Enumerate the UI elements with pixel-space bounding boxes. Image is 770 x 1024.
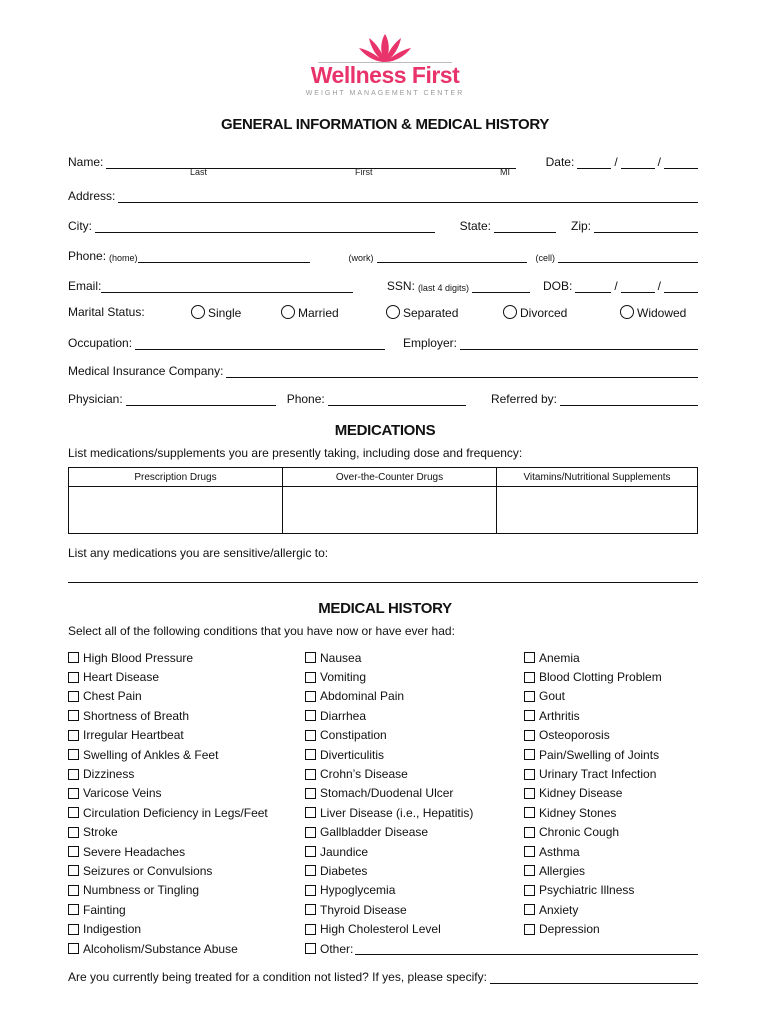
checkbox[interactable] [305,652,316,663]
condition-label: Alcoholism/Substance Abuse [83,941,238,956]
dob-month-field[interactable] [575,279,611,293]
checkbox[interactable] [305,865,316,876]
medications-table [68,467,698,534]
checkbox[interactable] [68,846,79,857]
medications-heading: MEDICATIONS [334,422,436,439]
lotus-flower-icon [355,32,415,64]
condition-label: Liver Disease (i.e., Hepatitis) [320,805,474,820]
condition-depression[interactable] [524,919,662,938]
insurance-field[interactable] [226,364,698,378]
condition-label: Gout [539,689,566,704]
condition-osteoporosis[interactable] [524,726,662,745]
checkbox[interactable] [524,749,535,760]
checkbox[interactable] [524,865,535,876]
condition-seizures-or-convulsions[interactable] [68,861,268,880]
condition-circulation-deficiency-in-legs-feet[interactable] [68,803,268,822]
phone-work-field[interactable] [377,249,527,263]
condition-label: Indigestion [83,922,142,937]
checkbox[interactable] [68,710,79,721]
checkbox[interactable] [524,788,535,799]
final-question: Are you currently being treated for a condition not listed? If yes, please specify: [68,970,487,984]
date-day-field[interactable] [621,155,655,169]
radio-widowed[interactable] [620,305,634,319]
condition-anemia[interactable] [524,648,662,667]
condition-label: Chest Pain [83,689,142,704]
phone-home-field[interactable] [138,249,310,263]
zip-field[interactable] [594,219,698,233]
condition-label: Thyroid Disease [320,902,407,917]
phone-label: Phone: [68,249,107,263]
checkbox[interactable] [68,943,79,954]
condition-label: Diarrhea [320,708,367,723]
condition-label: Shortness of Breath [83,708,190,723]
condition-allergies[interactable] [524,861,662,880]
checkbox[interactable] [305,788,316,799]
checkbox[interactable] [524,807,535,818]
other-row [305,939,698,958]
prescription-cell[interactable] [69,487,283,534]
checkbox[interactable] [305,672,316,683]
checkbox[interactable] [68,807,79,818]
medical-history-heading: MEDICAL HISTORY [318,600,452,617]
checkbox[interactable] [524,924,535,935]
condition-jaundice[interactable] [305,842,473,861]
condition-abdominal-pain[interactable] [305,687,473,706]
condition-diarrhea[interactable] [305,706,473,725]
marital-option-separated[interactable]: Separated [386,305,458,320]
checkbox[interactable] [524,672,535,683]
ssn-field[interactable] [472,279,530,293]
medications-instruction: List medications/supplements you are presently taking, including dose and frequency: [68,446,523,460]
other-label: Other: [320,941,354,956]
checkbox[interactable] [305,827,316,838]
insurance-row [68,362,698,378]
checkbox[interactable] [68,672,79,683]
checkbox[interactable] [68,730,79,741]
condition-label: Constipation [320,728,387,743]
condition-label: Severe Headaches [83,844,186,859]
phone-home-label: (home) [109,253,138,263]
checkbox[interactable] [524,885,535,896]
address-label: Address: [68,189,116,203]
physician-label: Physician: [68,392,123,406]
condition-nausea[interactable] [305,648,473,667]
condition-label: High Cholesterol Level [320,922,441,937]
email-field[interactable] [101,279,353,293]
email-row: Email: SSN: (last 4 digits) DOB: / / [68,277,698,293]
checkbox[interactable] [524,691,535,702]
logo-brand: Wellness First [310,62,460,88]
condition-chronic-cough[interactable] [524,823,662,842]
conditions-col-1 [68,648,268,958]
city-label: City: [68,219,92,233]
condition-high-cholesterol-level[interactable] [305,919,473,938]
history-instruction: Select all of the following conditions that you have now or have ever had: [68,624,455,638]
marital-option-single[interactable]: Single [191,305,241,320]
condition-label: Swelling of Ankles & Feet [83,747,219,762]
condition-arthritis[interactable] [524,706,662,725]
condition-label: Crohn’s Disease [320,767,408,782]
checkbox[interactable] [68,769,79,780]
other-field[interactable] [355,942,698,955]
insurance-label: Medical Insurance Company: [68,364,224,378]
name-row: Name: Date: / / [68,153,698,169]
marital-option-married[interactable]: Married [281,305,339,320]
condition-label: Psychiatric Illness [539,883,635,898]
name-first-sublabel: First [355,167,373,177]
condition-urinary-tract-infection[interactable] [524,764,662,783]
checkbox[interactable] [524,827,535,838]
condition-label: Arthritis [539,708,580,723]
condition-hypoglycemia[interactable] [305,881,473,900]
marital-option-divorced[interactable]: Divorced [503,305,567,320]
checkbox[interactable] [305,710,316,721]
phone-cell-label: (cell) [535,253,555,263]
condition-heart-disease[interactable] [68,667,268,686]
condition-shortness-of-breath[interactable] [68,706,268,725]
condition-indigestion[interactable] [68,919,268,938]
condition-label: Kidney Stones [539,805,617,820]
condition-thyroid-disease[interactable] [305,900,473,919]
condition-label: Varicose Veins [83,786,162,801]
referred-label: Referred by: [490,392,557,406]
checkbox[interactable] [68,652,79,663]
condition-vomiting[interactable] [305,667,473,686]
condition-gallbladder-disease[interactable] [305,823,473,842]
checkbox[interactable] [524,769,535,780]
condition-label: Depression [539,922,600,937]
condition-diabetes[interactable] [305,861,473,880]
logo-tagline: WEIGHT MANAGEMENT CENTER [305,90,465,97]
dob-year-field[interactable] [664,279,698,293]
condition-label: Nausea [320,650,362,665]
checkbox[interactable] [524,904,535,915]
condition-blood-clotting-problem[interactable] [524,667,662,686]
other-checkbox[interactable] [305,943,316,954]
name-last-sublabel: Last [190,167,208,177]
conditions-col-3 [524,648,662,939]
date-label: Date: [545,155,575,169]
checkbox[interactable] [68,885,79,896]
checkbox[interactable] [305,807,316,818]
checkbox[interactable] [305,769,316,780]
checkbox[interactable] [305,885,316,896]
checkbox[interactable] [305,691,316,702]
condition-label: Stomach/Duodenal Ulcer [320,786,454,801]
condition-label: Stroke [83,825,118,840]
condition-label: Hypoglycemia [320,883,396,898]
checkbox[interactable] [68,904,79,915]
checkbox[interactable] [68,788,79,799]
conditions-col-2 [305,648,473,939]
condition-label: Numbness or Tingling [83,883,200,898]
checkbox[interactable] [68,865,79,876]
condition-high-blood-pressure[interactable] [68,648,268,667]
checkbox[interactable] [524,730,535,741]
name-field[interactable] [106,155,516,169]
checkbox[interactable] [68,691,79,702]
physician-field[interactable] [126,392,276,406]
condition-label: Anemia [539,650,580,665]
checkbox[interactable] [305,846,316,857]
checkbox[interactable] [305,924,316,935]
logo [0,0,770,100]
vitamins-cell[interactable] [497,487,698,534]
condition-numbness-or-tingling[interactable] [68,881,268,900]
condition-label: Gallbladder Disease [320,825,429,840]
condition-stomach-duodenal-ulcer[interactable] [305,784,473,803]
radio-married[interactable] [281,305,295,319]
employer-field[interactable] [460,336,698,350]
col-otc: Over-the-Counter Drugs [283,468,497,487]
condition-alcoholism-substance-abuse[interactable] [68,939,268,958]
checkbox[interactable] [68,749,79,760]
phone-cell-field[interactable] [558,249,698,263]
radio-separated[interactable] [386,305,400,319]
name-mi-sublabel: MI [500,167,510,177]
condition-label: High Blood Pressure [83,650,194,665]
dob-label: DOB: [542,279,573,293]
condition-varicose-veins[interactable] [68,784,268,803]
employer-label: Employer: [402,336,457,350]
occupation-label: Occupation: [68,336,133,350]
radio-divorced[interactable] [503,305,517,319]
condition-label: Diverticulitis [320,747,385,762]
condition-label: Asthma [539,844,580,859]
marital-label: Marital Status: [68,305,145,319]
condition-irregular-heartbeat[interactable] [68,726,268,745]
otc-cell[interactable] [283,487,497,534]
condition-label: Allergies [539,863,586,878]
condition-anxiety[interactable] [524,900,662,919]
checkbox[interactable] [524,846,535,857]
ssn-note: (last 4 digits) [417,283,469,293]
condition-label: Kidney Disease [539,786,623,801]
checkbox[interactable] [524,652,535,663]
state-label: State: [459,219,491,233]
checkbox[interactable] [524,710,535,721]
name-label: Name: [68,155,104,169]
condition-label: Seizures or Convulsions [83,863,213,878]
radio-single[interactable] [191,305,205,319]
occupation-field[interactable] [135,336,385,350]
condition-label: Anxiety [539,902,579,917]
condition-label: Urinary Tract Infection [539,767,657,782]
date-year-field[interactable] [664,155,698,169]
checkbox[interactable] [305,904,316,915]
checkbox[interactable] [305,749,316,760]
condition-chest-pain[interactable] [68,687,268,706]
condition-stroke[interactable] [68,823,268,842]
condition-fainting[interactable] [68,900,268,919]
condition-label: Heart Disease [83,670,160,685]
condition-psychiatric-illness[interactable] [524,881,662,900]
checkbox[interactable] [68,924,79,935]
marital-option-widowed[interactable]: Widowed [620,305,686,320]
city-row [68,217,698,233]
col-prescription: Prescription Drugs [69,468,283,487]
allergy-field[interactable] [68,570,698,583]
zip-label: Zip: [570,219,591,233]
condition-gout[interactable] [524,687,662,706]
condition-constipation[interactable] [305,726,473,745]
referred-field[interactable] [560,392,698,406]
condition-label: Pain/Swelling of Joints [539,747,660,762]
condition-liver-disease-i-e-hepatitis[interactable] [305,803,473,822]
page-title: GENERAL INFORMATION & MEDICAL HISTORY [220,116,550,133]
physician-phone-label: Phone: [286,392,325,406]
condition-asthma[interactable] [524,842,662,861]
condition-pain-swelling-of-joints[interactable] [524,745,662,764]
city-field[interactable] [95,219,435,233]
condition-label: Abdominal Pain [320,689,405,704]
condition-label: Blood Clotting Problem [539,670,662,685]
final-question-field[interactable] [490,970,698,984]
condition-label: Chronic Cough [539,825,620,840]
date-month-field[interactable] [577,155,611,169]
condition-label: Dizziness [83,767,135,782]
condition-label: Fainting [83,902,126,917]
occupation-row [68,334,698,350]
phone-work-label: (work) [348,253,374,263]
condition-crohn-s-disease[interactable] [305,764,473,783]
condition-label: Jaundice [320,844,369,859]
condition-kidney-stones[interactable] [524,803,662,822]
dob-day-field[interactable] [621,279,655,293]
ssn-label: SSN: [386,279,415,293]
condition-label: Diabetes [320,863,368,878]
physician-row [68,390,698,406]
phone-row [68,247,698,263]
condition-diverticulitis[interactable] [305,745,473,764]
condition-label: Vomiting [320,670,367,685]
email-label: Email: [68,279,102,293]
final-question-row [68,968,698,984]
physician-phone-field[interactable] [328,392,466,406]
condition-label: Circulation Deficiency in Legs/Feet [83,805,268,820]
col-vitamins: Vitamins/Nutritional Supplements [497,468,698,487]
condition-severe-headaches[interactable] [68,842,268,861]
address-row [68,187,698,203]
condition-label: Osteoporosis [539,728,610,743]
condition-kidney-disease[interactable] [524,784,662,803]
condition-label: Irregular Heartbeat [83,728,184,743]
allergy-prompt: List any medications you are sensitive/allergic to: [68,546,329,560]
condition-swelling-of-ankles-feet[interactable] [68,745,268,764]
address-field[interactable] [118,189,698,203]
condition-dizziness[interactable] [68,764,268,783]
checkbox[interactable] [68,827,79,838]
checkbox[interactable] [305,730,316,741]
state-field[interactable] [494,219,556,233]
